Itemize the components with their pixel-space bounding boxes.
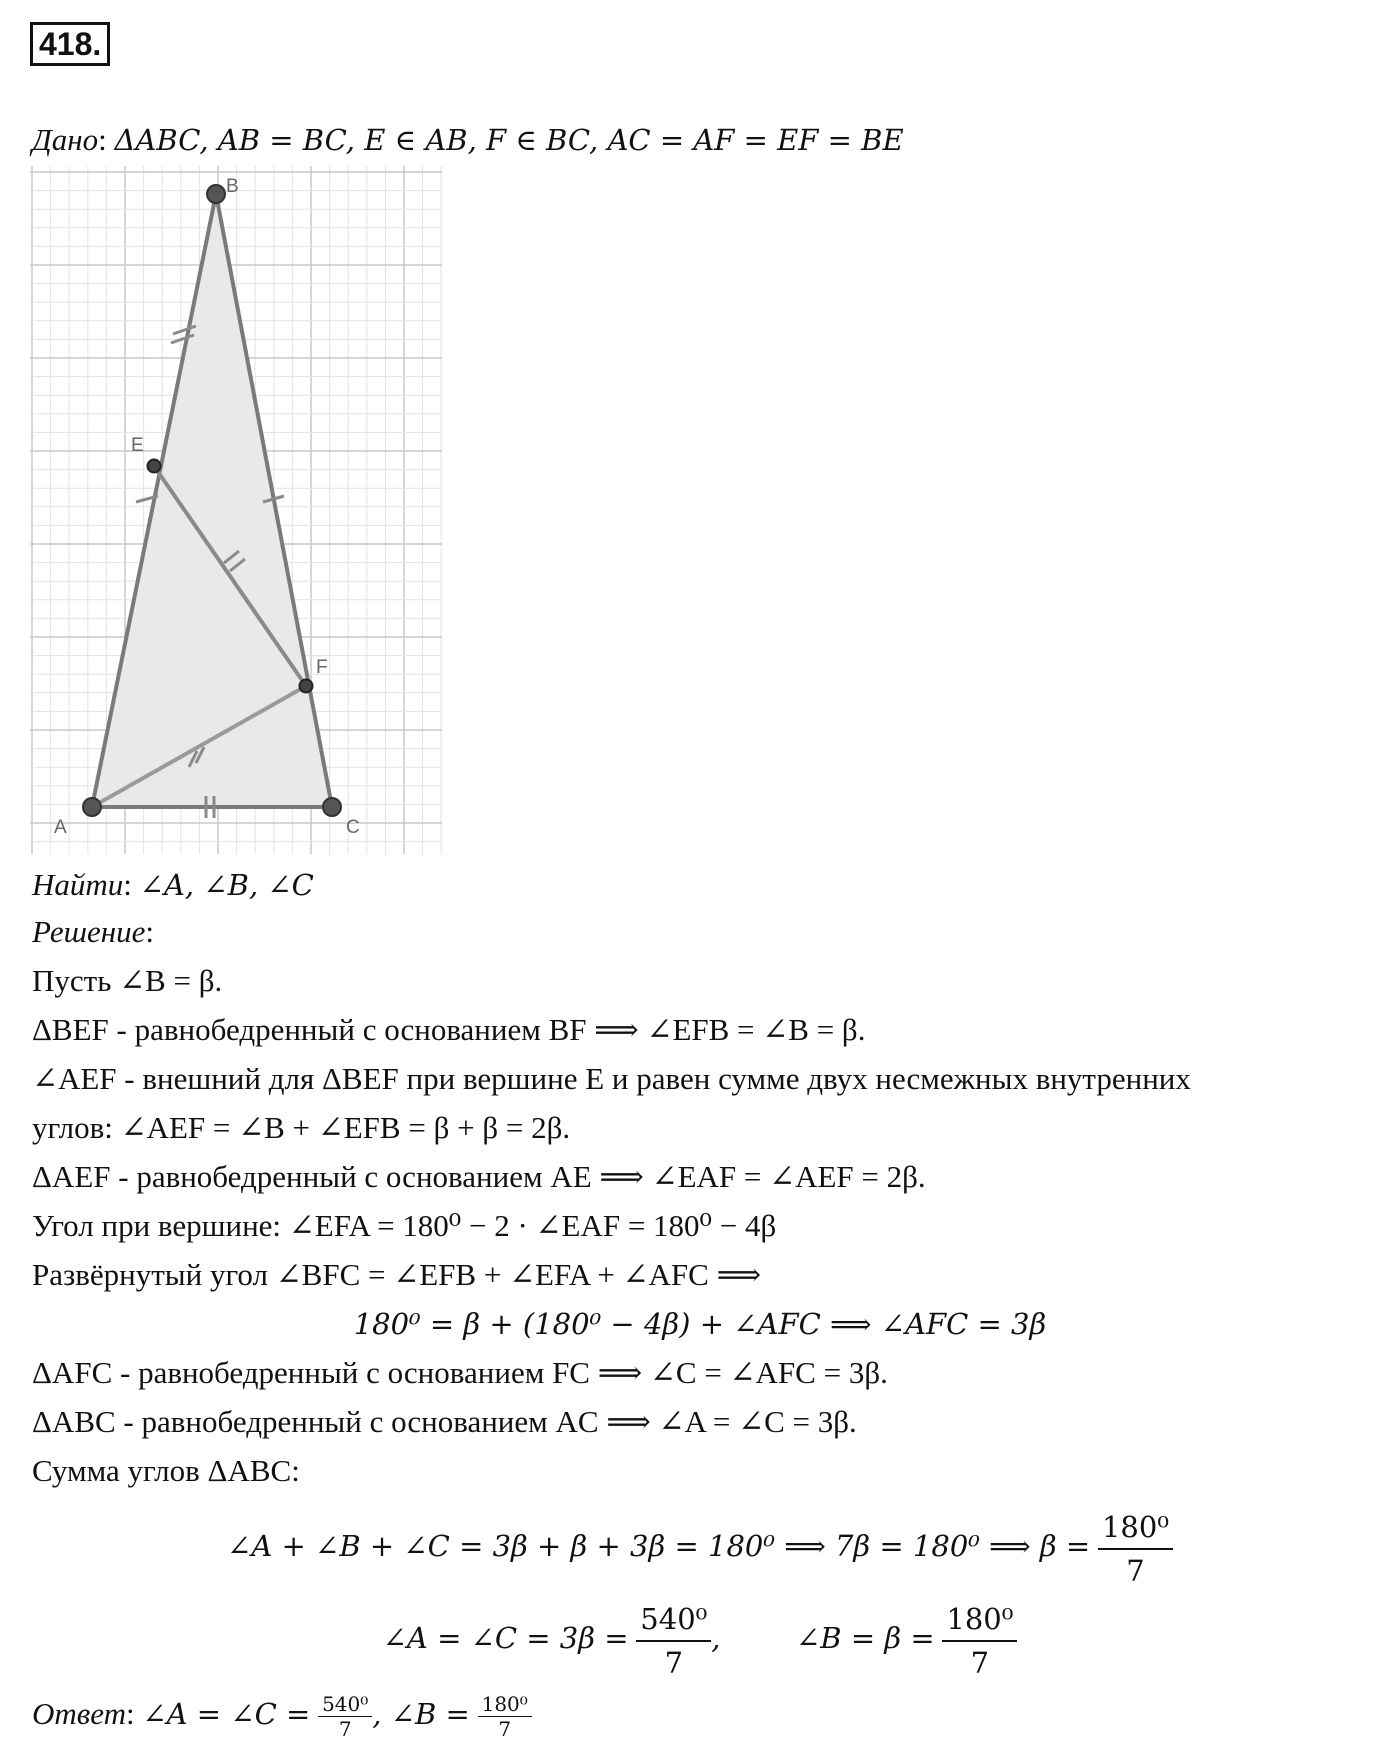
label-e: E: [131, 435, 144, 456]
triangle-figure: [30, 166, 442, 854]
solution-line-8: [0, 1304, 1400, 1344]
solution-line-6: Угол при вершине: ∠EFA = 180⁰ − 2 · ∠EAF = 180⁰ − 4β: [32, 1208, 777, 1243]
solution-line-7: Развёрнутый угол ∠BFC = ∠EFB + ∠EFA + ∠AFC ⟹: [32, 1257, 762, 1292]
answer-b-fraction: [478, 1692, 532, 1741]
label-b: B: [226, 176, 239, 197]
answer-a-denominator: 7: [338, 1717, 352, 1742]
equation-1-numerator: 180⁰: [1098, 1506, 1173, 1550]
answer-b-numerator: 180⁰: [478, 1692, 532, 1717]
equation-2-separator: ,: [711, 1621, 721, 1655]
answer-b-denominator: 7: [498, 1717, 512, 1742]
point-a: [83, 798, 101, 816]
given-line: Дано: ΔABC, AB = BC, E ∈ AB, F ∈ BC, AC = AF = EF = BE: [32, 122, 904, 157]
solution-line-4: углов: ∠AEF = ∠B + ∠EFB = β + β = 2β.: [32, 1110, 571, 1145]
find-label: Найти: [32, 867, 124, 902]
equation-2-a-numerator: 540⁰: [636, 1598, 711, 1642]
answer-b-text: , ∠B =: [372, 1697, 470, 1731]
equation-2-b-denominator: 7: [970, 1645, 990, 1680]
solution-label-line: Решение:: [32, 914, 154, 949]
equation-2-a-denominator: 7: [664, 1645, 684, 1680]
answer-a-text: ∠A = ∠C =: [142, 1697, 311, 1731]
solution-line-11: Сумма углов ΔABC:: [32, 1453, 300, 1488]
given-label: Дано: [32, 122, 99, 157]
point-b: [207, 185, 225, 203]
solution-line-8-text: 180⁰ = β + (180⁰ − 4β) + ∠AFC ⟹ ∠AFC = 3β: [353, 1307, 1047, 1341]
solution-line-3: ∠AEF - внешний для ΔBEF при вершине E и равен сумме двух несмежных внутренних: [32, 1061, 1191, 1096]
solution-label: Решение: [32, 914, 146, 949]
equation-1-left: ∠A + ∠B + ∠C = 3β + β + 3β = 180⁰ ⟹ 7β = 180⁰ ⟹ β =: [227, 1529, 1091, 1563]
label-f: F: [316, 657, 328, 678]
answer-a-fraction: [318, 1692, 372, 1741]
equation-2-b-text: ∠B = β =: [796, 1621, 935, 1655]
solution-line-1: Пусть ∠B = β.: [32, 963, 223, 998]
point-c: [323, 798, 341, 816]
problem-number: 418.: [30, 22, 110, 66]
point-f: [300, 680, 313, 693]
equation-2-a-fraction: [636, 1598, 711, 1684]
equation-1-denominator: 7: [1126, 1553, 1145, 1588]
answer-label: Ответ: [32, 1696, 126, 1731]
answer-a-numerator: 540⁰: [318, 1692, 372, 1717]
given-text: ΔABC, AB = BC, E ∈ AB, F ∈ BC, AC = AF = EF = BE: [114, 123, 904, 157]
find-line: Найти: ∠A, ∠B, ∠C: [32, 867, 314, 902]
equation-2-a-text: ∠A = ∠C = 3β =: [382, 1621, 629, 1655]
solution-line-9: ΔAFC - равнобедренный с основанием FC ⟹ ∠C = ∠AFC = 3β.: [32, 1355, 888, 1390]
solution-line-2: ΔBEF - равнобедренный с основанием BF ⟹ ∠EFB = ∠B = β.: [32, 1012, 866, 1047]
solution-line-5: ΔAEF - равнобедренный с основанием AE ⟹ ∠EAF = ∠AEF = 2β.: [32, 1159, 926, 1194]
find-text: ∠A, ∠B, ∠C: [139, 868, 314, 902]
solution-line-10: ΔABC - равнобедренный с основанием AC ⟹ ∠A = ∠C = 3β.: [32, 1404, 857, 1439]
equation-1: [0, 1502, 1400, 1592]
equation-1-fraction: [1098, 1506, 1173, 1592]
label-c: C: [346, 817, 360, 838]
triangle-abc-fill: [92, 194, 332, 807]
point-e: [148, 460, 161, 473]
answer-line: Ответ: ∠A = ∠C = $\frac{\text{540⁰}}{7}$ , ∠B = $\frac{\text{180⁰}}{7}$: [32, 1684, 532, 1744]
equation-2-b-fraction: [942, 1598, 1017, 1684]
label-a: A: [54, 817, 67, 838]
equation-2-b-numerator: 180⁰: [942, 1598, 1017, 1642]
equation-2: [0, 1594, 1400, 1684]
